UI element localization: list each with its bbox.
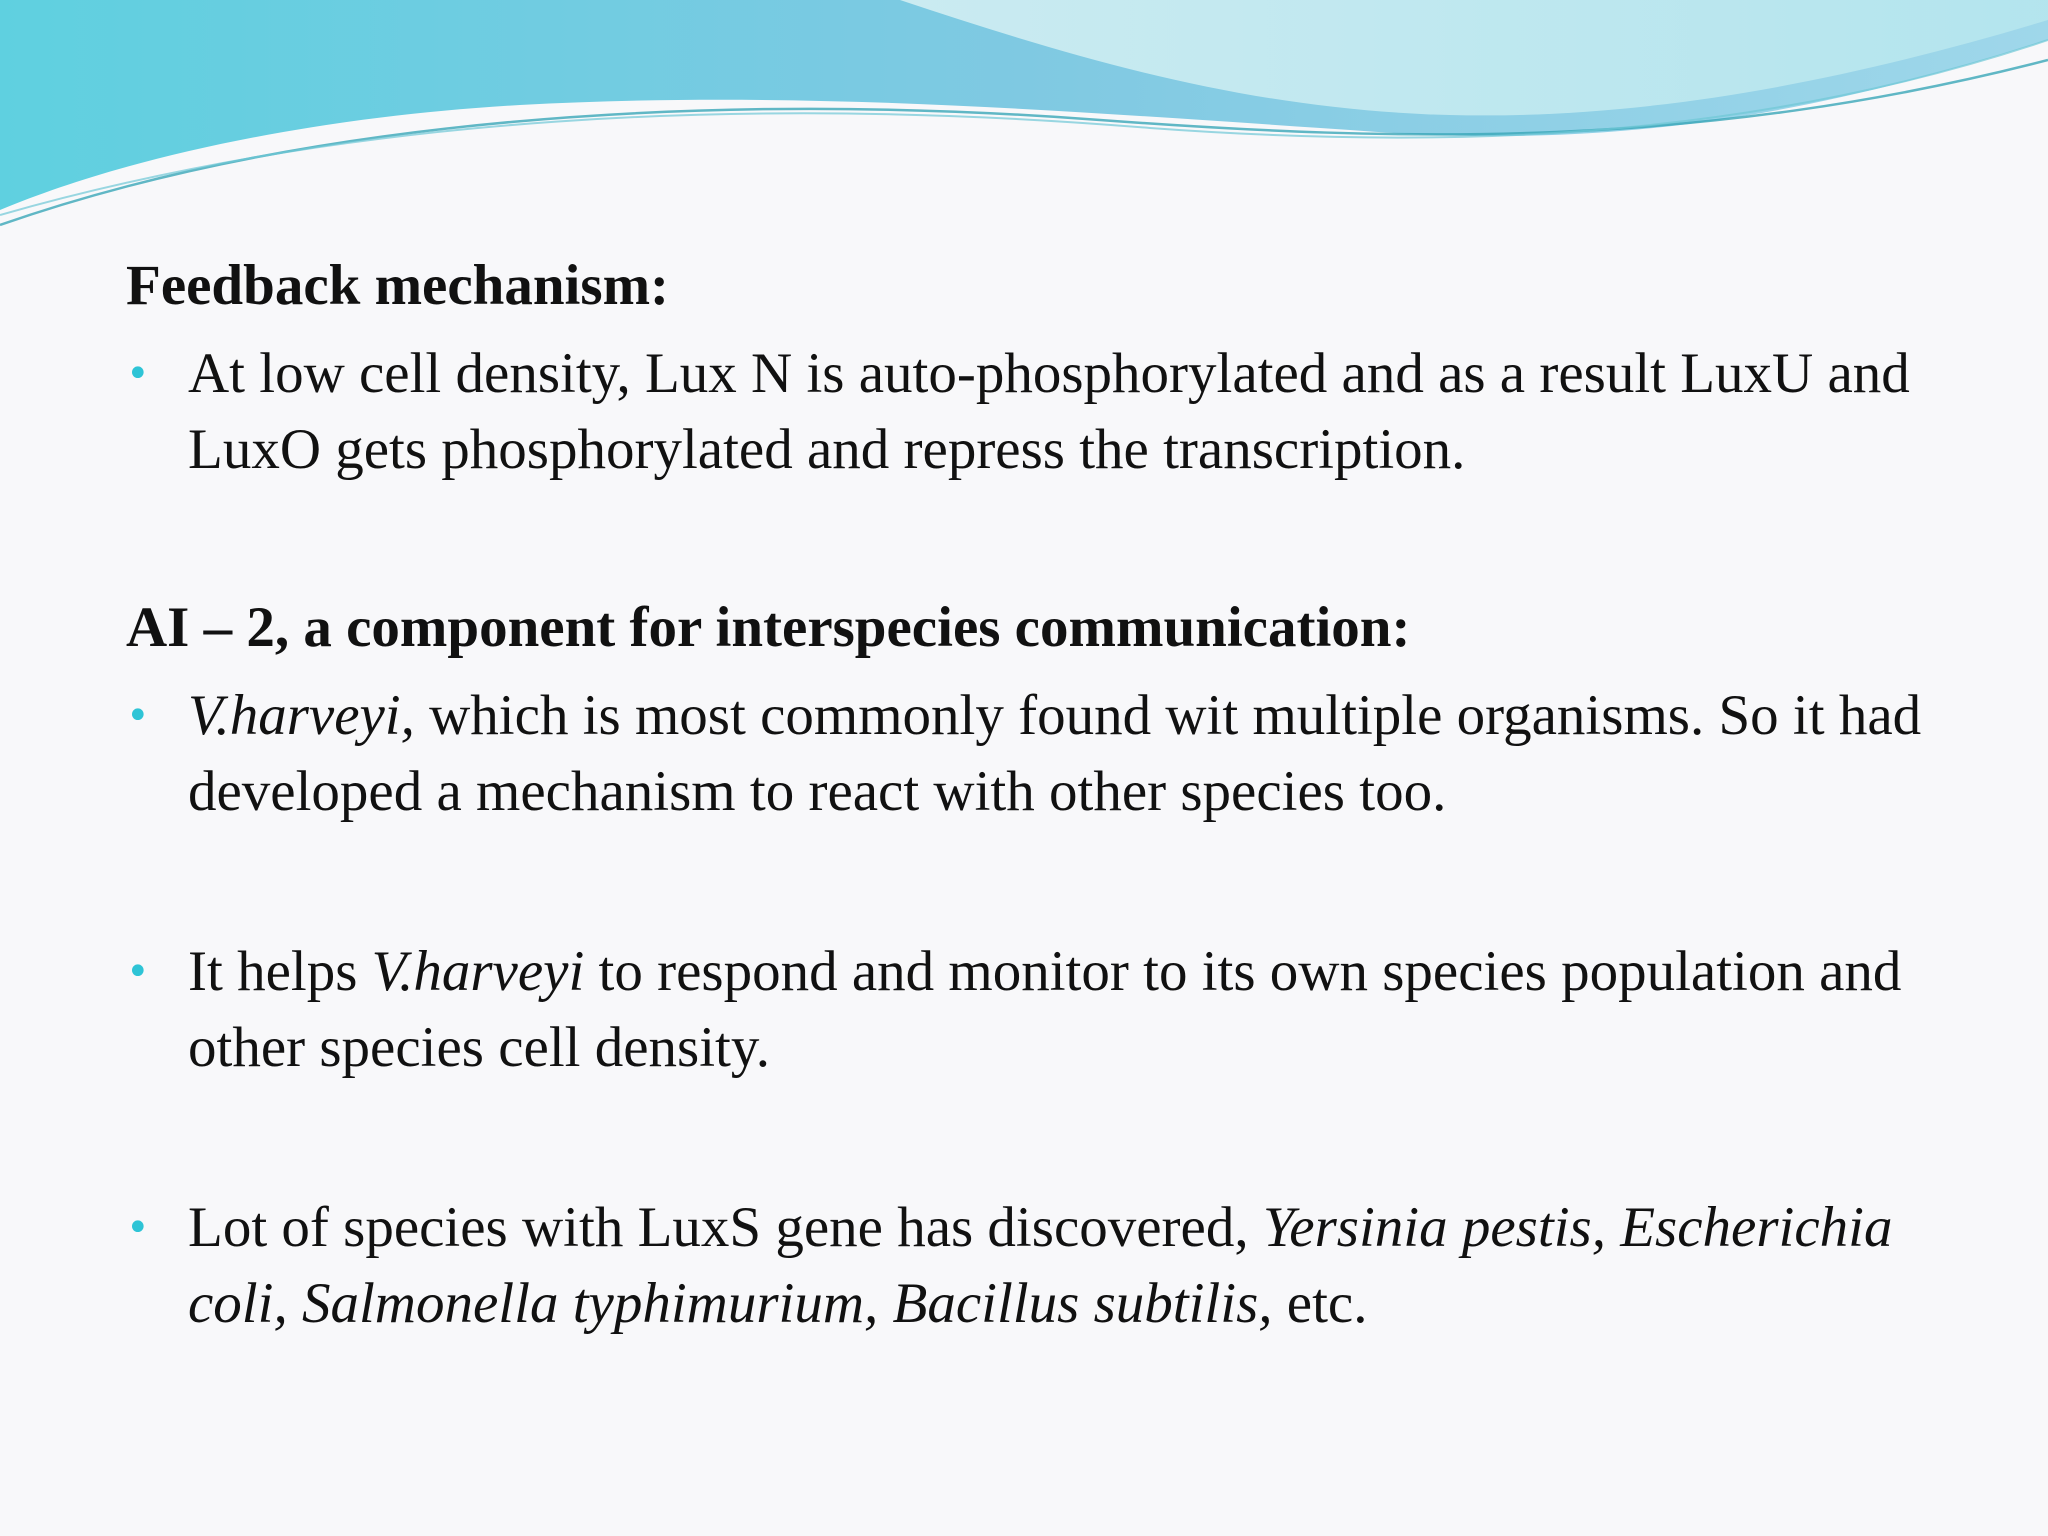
- bullet-dot: •: [126, 949, 150, 995]
- bullet-text-post: to respond and monitor to its own species population and other species cell density.: [188, 940, 1902, 1079]
- bullet-text-pre: Lot of species with LuxS gene has discovered,: [188, 1196, 1263, 1259]
- bullet-text: which is most commonly found wit multiple organisms. So it had developed a mechanism to react with other species too.: [188, 684, 1922, 823]
- heading-feedback-mechanism: Feedback mechanism:: [126, 254, 670, 317]
- bullet-item-1: [126, 336, 1946, 488]
- species-name-italic: V.harveyi,: [188, 684, 415, 747]
- bullet-item-2: [126, 678, 1946, 830]
- species-name-italic: V.harveyi: [371, 940, 585, 1003]
- bullet-item-4: [126, 1190, 1946, 1342]
- slide-content: [126, 250, 1946, 1342]
- header-wave-decoration: [0, 0, 2048, 240]
- species-list-italic: Yersinia pestis, Escherichia coli, Salmonella typhimurium, Bacillus subtilis,: [188, 1196, 1893, 1335]
- bullet-item-3: [126, 934, 1946, 1086]
- heading-ai2: AI – 2, a component for interspecies communication:: [126, 596, 1411, 659]
- bullet-dot: •: [126, 693, 150, 739]
- bullet-dot: •: [126, 351, 150, 397]
- bullet-text-post: etc.: [1272, 1272, 1368, 1335]
- bullet-dot: •: [126, 1205, 150, 1251]
- bullet-text: At low cell density, Lux N is auto-phosphorylated and as a result LuxU and LuxO gets phosphorylated and repress the transcription.: [188, 342, 1910, 481]
- bullet-text-pre: It helps: [188, 940, 372, 1003]
